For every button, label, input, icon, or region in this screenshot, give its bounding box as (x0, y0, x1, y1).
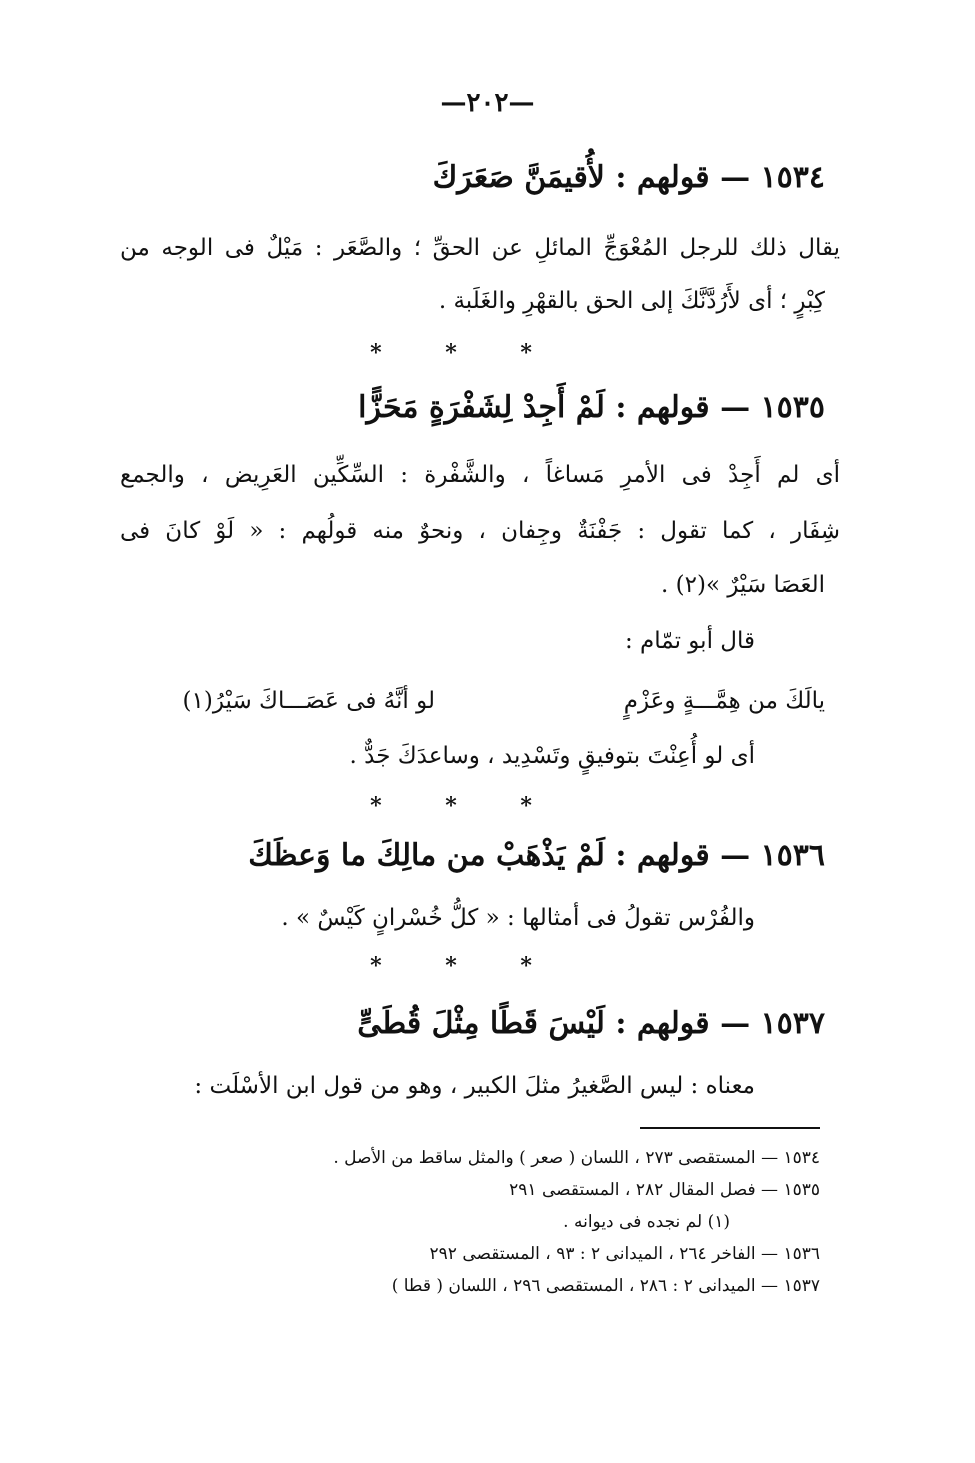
separator-stars: * * * (370, 340, 560, 366)
entry-1537-heading: ١٥٣٧ — قولهم : لَيْسَ قَطًا مِثْلَ قُطَىٍّ (357, 1006, 825, 1041)
entry-1534-line-1: يقال ذلك للرجل المُعْوَجِّ المائلِ عن الحقِّ ؛ والصَّعَر : مَيْلٌ فى الوجه من (120, 235, 840, 261)
verse-hemistich-1: يالَكَ من هِمَّـــةٍ وعَزْمٍ (623, 688, 825, 714)
verse-hemistich-2: لو أنَّهُ فى عَصَـــاكَ سَيْرُ(١) (182, 688, 435, 714)
footnote-1536: ١٥٣٦ — الفاخر ٢٦٤ ، الميدانى ٢ : ٩٣ ، المستقصى ٢٩٢ (429, 1244, 820, 1264)
page-number: —٢٠٢— (440, 88, 535, 118)
entry-1534-line-2: كِبْرٍ ؛ أى لأَرُدَّنَّكَ إلى الحق بالقهْرِ والغَلَبة . (438, 288, 825, 314)
footnote-1537: ١٥٣٧ — الميدانى ٢ : ٢٨٦ ، المستقصى ٢٩٦ ، اللسان ( قطا ) (391, 1276, 820, 1296)
verse-explanation: أى لو أُعِنْتَ بتوفيقٍ وتَسْدِيد ، وساعدَكَ جَدٌّ . (349, 743, 755, 769)
separator-stars: * * * (370, 953, 560, 979)
footnote-1535: ١٥٣٥ — فصل المقال ٢٨٢ ، المستقصى ٢٩١ (509, 1180, 820, 1200)
footnote-note-1: (١) لم نجده فى ديوانه . (563, 1212, 730, 1232)
entry-1535-line-3: العَصَا سَيْرٌ »(٢) . (661, 572, 825, 598)
separator-stars: * * * (370, 793, 560, 819)
footnote-1534: ١٥٣٤ — المستقصى ٢٧٣ ، اللسان ( صعر ) والمثل ساقط من الأصل . (333, 1148, 820, 1168)
entry-1536-heading: ١٥٣٦ — قولهم : لَمْ يَذْهَبْ من مالِكَ ما وَعظَكَ (248, 838, 825, 873)
footnote-rule (640, 1127, 820, 1129)
entry-1535-line-2: شِفَار ، كما تقول : جَفْنَةٌ وجِفان ، ونحوٌ منه قولُهم : « لَوْ كانَ فى (120, 518, 840, 544)
poet-intro: قال أبو تمّام : (624, 628, 755, 654)
entry-1536-line-1: والفُرْس تقولُ فى أمثالها : « كلُّ خُسْرانٍ كَيْسٌ » . (281, 905, 755, 931)
entry-1535-line-1: أى لم أَجِدْ فى الأمرِ مَساغاً ، والشَّفْرة : السِّكِّين العَرِيض ، والجمع (120, 462, 840, 488)
entry-1534-heading: ١٥٣٤ — قولهم : لأُقيمَنَّ صَعَرَكَ (432, 160, 825, 195)
entry-1535-heading: ١٥٣٥ — قولهم : لَمْ أَجِدْ لِشَفْرَةٍ مَحَزًّا (358, 390, 825, 425)
entry-1537-line-1: معناه : ليس الصَّغيرُ مثلَ الكبير ، وهو من قول ابن الأسْلَت : (194, 1073, 755, 1099)
